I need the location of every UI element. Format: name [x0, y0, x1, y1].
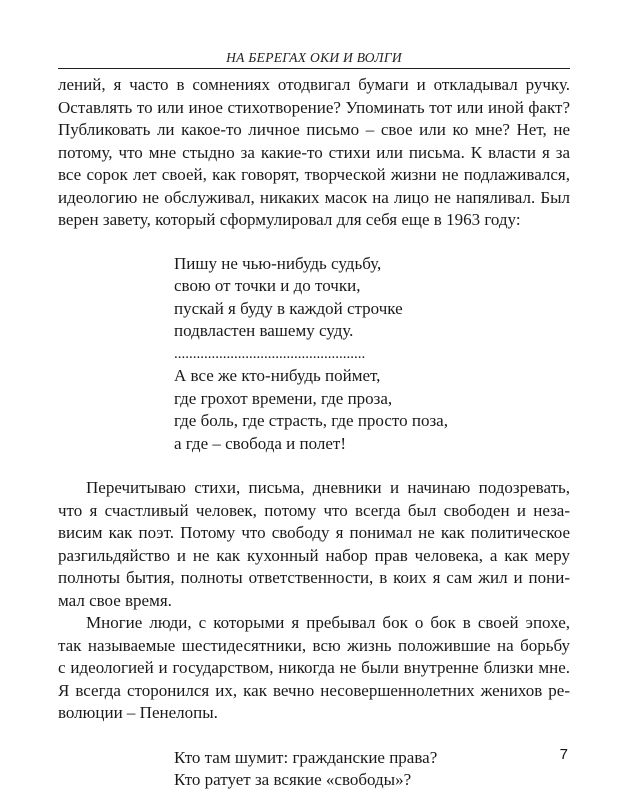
- text-line: Оставлять то или иное стихотворение? Упоминать тот или иной факт?: [58, 97, 570, 117]
- text-line: так называемые шестидесятники, всю жизнь положившие на борьбу: [58, 635, 570, 655]
- text-line: Я всегда сторонился их, как вечно несовершеннолетних женихов ре-: [58, 680, 570, 700]
- verse-line: Кто там шумит: гражданские права?: [174, 747, 438, 767]
- text-line: с идеологией и государством, никогда не были внутренне близки мне.: [58, 658, 570, 677]
- running-title: НА БЕРЕГАХ ОКИ И ВОЛГИ: [226, 50, 402, 65]
- verse-line: пускай я буду в каждой строчке: [174, 298, 403, 318]
- text-line: верен завету, который сформулировал для себя еще в 1963 году:: [58, 210, 521, 229]
- text-line: потому, что мне стыдно за какие-то стихи или письма. К власти я за: [58, 142, 570, 162]
- verse-line: свою от точки и до точки,: [174, 276, 361, 295]
- text-line: идеологию не обслуживал, никаких масок на лицо не напяливал. Был: [58, 187, 570, 207]
- text-line: волюции – Пенелопы.: [58, 703, 218, 722]
- text-line: Публиковать ли какое-то личное письмо – свое или ко мне? Нет, не: [58, 120, 570, 139]
- verse-separator: ...................................................: [174, 345, 366, 362]
- verse-line: А все же кто-нибудь поймет,: [174, 366, 381, 385]
- text-line: все сорок лет своей, как говорят, творческой жизни не подлаживался,: [58, 165, 570, 184]
- text-line: лений, я часто в сомнениях отодвигал бумаги и откладывал ручку.: [58, 75, 570, 94]
- verse-line: а где – свобода и полет!: [174, 433, 347, 453]
- verse-line: подвластен вашему суду.: [174, 321, 354, 340]
- text-line: мал свое время.: [58, 590, 172, 610]
- text-line: что я счастливый человек, потому что всегда был свободен и неза-: [58, 500, 570, 520]
- header-rule: [58, 68, 570, 69]
- verse-line: где грохот времени, где проза,: [174, 388, 393, 408]
- text-line: Многие люди, с которыми я пребывал бок о бок в своей эпохе,: [86, 613, 570, 632]
- verse-line: где боль, где страсть, где просто поза,: [174, 411, 448, 430]
- text-line: полноты бытия, полноты ответственности, в коих я сам жил и пони-: [58, 568, 570, 587]
- text-line: разгильдяйство и не как кухонный набор прав человека, а как меру: [58, 545, 570, 565]
- paragraph-continuation: [58, 74, 570, 232]
- verse-quote: [174, 747, 570, 792]
- paragraph: [58, 612, 570, 725]
- text-line: Перечитываю стихи, письма, дневники и начинаю подозревать,: [86, 478, 570, 497]
- verse-quote: [174, 253, 570, 456]
- page-number: 7: [559, 746, 568, 763]
- text-line: висим как поэт. Потому что свободу я понимал не как политическое: [58, 523, 570, 542]
- verse-line: Пишу не чью-нибудь судьбу,: [174, 253, 382, 273]
- body-text: [58, 74, 570, 792]
- verse-line: Кто ратует за всякие «свободы»?: [174, 770, 412, 789]
- paragraph: [58, 477, 570, 612]
